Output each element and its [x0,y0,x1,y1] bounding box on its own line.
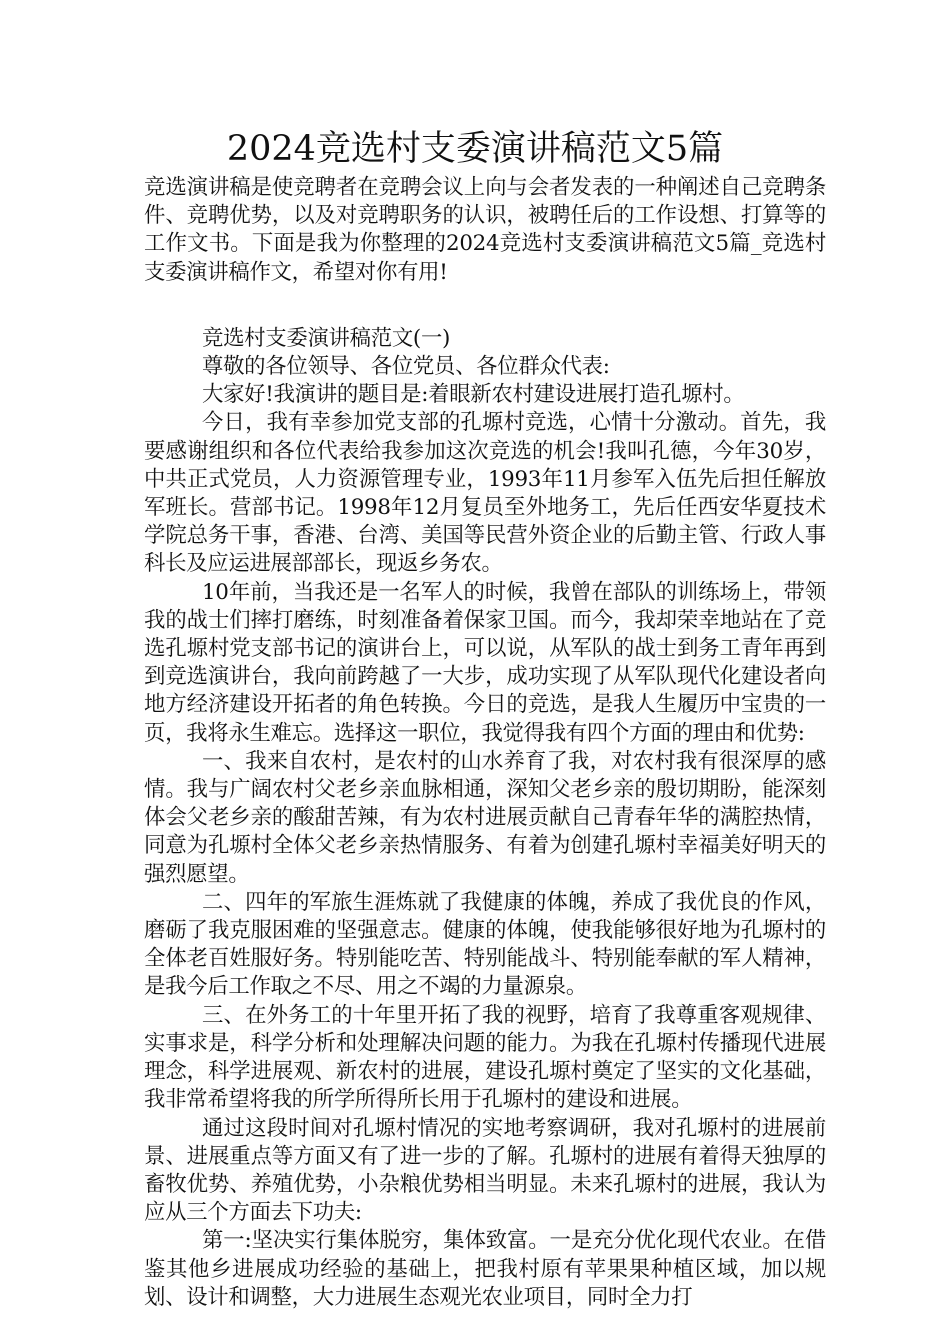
document-title: 2024竞选村支委演讲稿范文5篇 [226,129,724,169]
body-paragraph: 三、在外务工的十年里开拓了我的视野，培育了我尊重客观规律、实事求是，科学分析和处理解决问题的能力。为我在孔塬村传播现代进展理念，科学进展观、新农村的进展，建设孔塬村奠定了坚实的文化基础，我非常希望将我的所学所得所长用于孔塬村的建设和进展。 [144,1002,826,1113]
paragraph-gap [144,287,826,325]
body-paragraph: 二、四年的军旅生涯炼就了我健康的体魄，养成了我优良的作风，磨砺了我克服困难的坚强意志。健康的体魄，使我能够很好地为孔塬村的全体老百姓服好务。特别能吃苦、特别能战斗、特别能奉献的军人精神，是我今后工作取之不尽、用之不竭的力量源泉。 [144,889,826,1000]
section-heading: 竞选村支委演讲稿范文(一) [202,325,451,351]
body-paragraph: 一、我来自农村，是农村的山水养育了我，对农村我有很深厚的感情。我与广阔农村父老乡亲血脉相通，深知父老乡亲的殷切期盼，能深刻体会父老乡亲的酸甜苦辣，有为农村进展贡献自己青春年华的满腔热情，同意为孔塬村全体父老乡亲热情服务、有着为创建孔塬村幸福美好明天的强烈愿望。 [144,748,826,887]
salutation: 尊敬的各位领导、各位党员、各位群众代表: [202,354,610,380]
body-paragraph: 通过这段时间对孔塬村情况的实地考察调研，我对孔塬村的进展前景、进展重点等方面又有了进一步的了解。孔塬村的进展有着得天独厚的畜牧优势、养殖优势，小杂粮优势相当明显。未来孔塬村的进展，我认为应从三个方面去下功夫: [144,1115,826,1226]
body-paragraph: 10年前，当我还是一名军人的时候，我曾在部队的训练场上，带领我的战士们摔打磨练，时刻准备着保家卫国。而今，我却荣幸地站在了竞选孔塬村党支部书记的演讲台上，可以说，从军队的战士到务工青年再到到竞选演讲台，我向前跨越了一大步，成功实现了从军队现代化建设者向地方经济建设开拓者的角色转换。今日的竞选，是我人生履历中宝贵的一页，我将永生难忘。选择这一职位，我觉得我有四个方面的理由和优势: [144,579,826,746]
intro-paragraph: 竞选演讲稿是使竞聘者在竞聘会议上向与会者发表的一种阐述自己竞聘条件、竞聘优势，以及对竞聘职务的认识，被聘任后的工作设想、打算等的工作文书。下面是我为你整理的2024竞选村支委演讲稿范文5篇_竞选村支委演讲稿作文，希望对你有用! [144,175,826,285]
document-body [144,174,826,1312]
speech-topic: 大家好!我演讲的题目是:着眼新农村建设进展打造孔塬村。 [202,382,745,408]
body-paragraph: 第一:坚决实行集体脱穷，集体致富。一是充分优化现代农业。在借鉴其他乡进展成功经验的基础上，把我村原有苹果果种植区域，加以规划、设计和调整，大力进展生态观光农业项目，同时全力打 [144,1228,826,1310]
body-paragraph: 今日，我有幸参加党支部的孔塬村竞选，心情十分激动。首先，我要感谢组织和各位代表给我参加这次竞选的机会!我叫孔德，今年30岁，中共正式党员，人力资源管理专业，1993年11月参军入伍先后担任解放军班长。营部书记。1998年12月复员至外地务工，先后任西安华夏技术学院总务干事，香港、台湾、美国等民营外资企业的后勤主管、行政人事科长及应运进展部部长，现返乡务农。 [144,410,826,577]
